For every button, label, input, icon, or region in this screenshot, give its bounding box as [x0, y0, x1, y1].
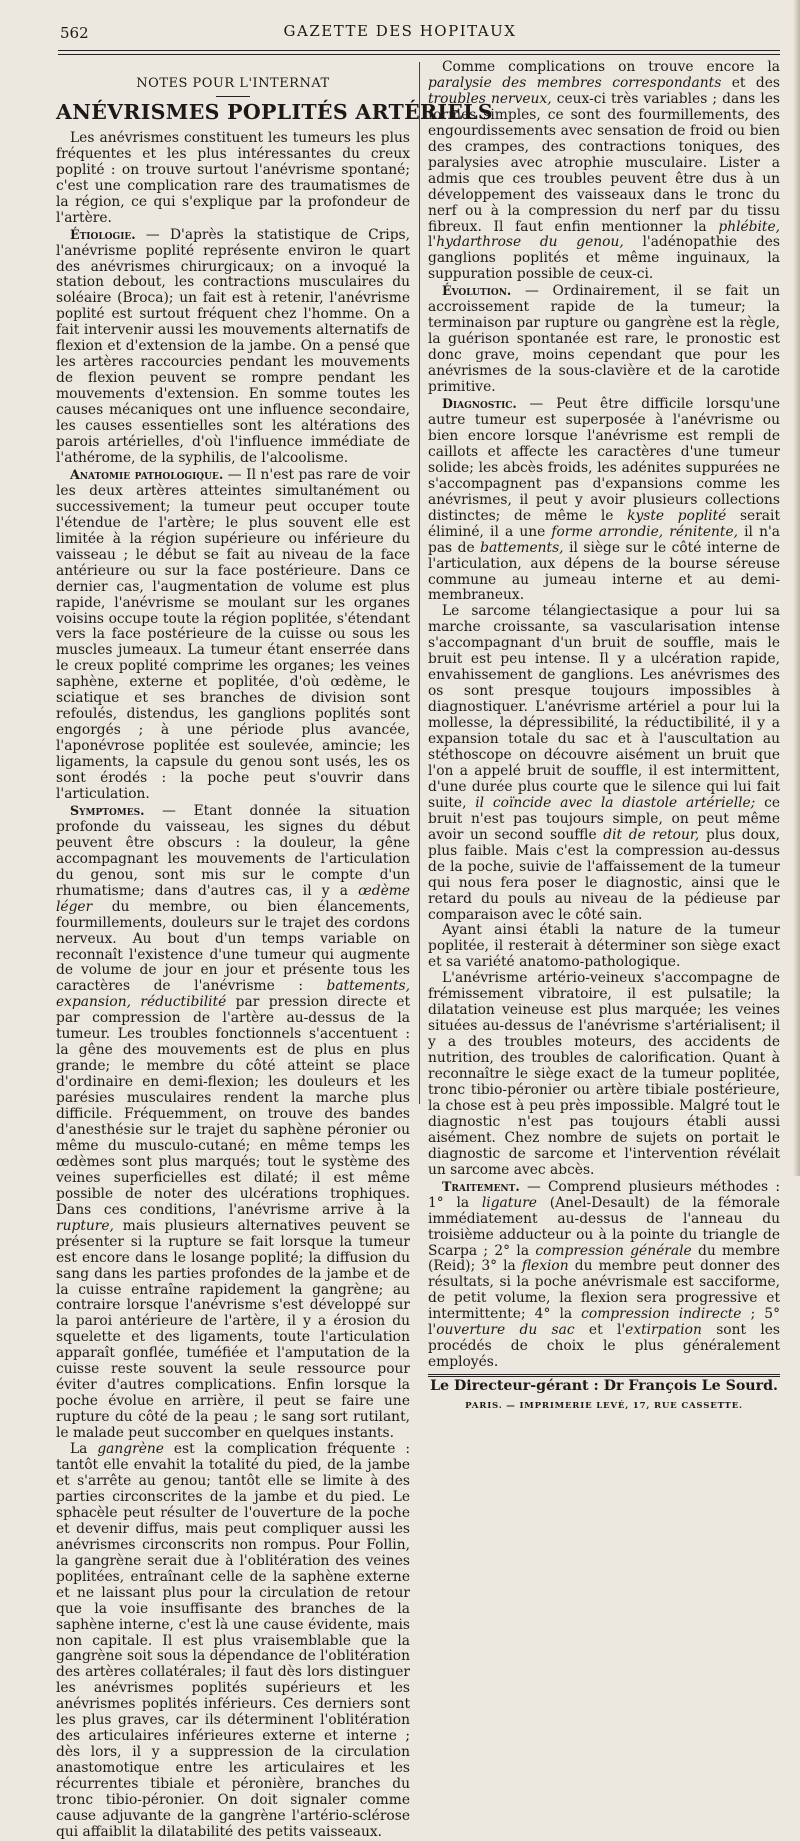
- symptomes-paragraph: Symptomes. — Etant donnée la situation profonde du vaisseau, les signes du début peuvent être obscurs : la douleur, la gêne accompagnant les mouvements de l'articulation du genou, sont mis sur le compte d'un rhumatisme; dans d'autres cas, il y a œdème léger du membre, ou bien élancements, fourmillements, douleurs sur le trajet des cordons nerveux. Au bout d'un temps variable on reconnaît l'existence d'une tumeur qui augmente de volume de jour en jour et présente tous les caractères de l'anévrisme : battements, expansion, réductibilité par pression directe et par compression de l'artère au-dessus de la tumeur. Les troubles fonctionnels s'accentuent : la gêne des mouvements est de plus en plus grande; le membre du côté atteint se place d'ordinaire en demi-flexion; les douleurs et les parésies musculaires rendent la marche plus difficile. Fréquemment, on trouve des bandes d'anesthésie sur le trajet du saphène péronier ou même du musculo-cutané; en même temps les œdèmes sont plus marqués; tout le système des veines superficielles est dilaté; il est même possible de noter des ulcérations trophiques. Dans ces conditions, l'anévrisme arrive à la rupture, mais plusieurs alternatives peuvent se présenter si la rupture se fait lorsque la tumeur est encore dans le losange poplité; la diffusion du sang dans les parties profondes de la jambe et de la cuisse entraîne rapidement la gangrène; au contraire lorsque l'anévrisme s'est développé sur la paroi antérieure de l'artère, il y a érosion du squelette et des ligaments, toute l'articulation apparaît gonflée, tuméfiée et l'amputation de la cuisse reste souvent la seule ressource pour éviter d'autres complications. Enfin lorsque la poche évolue en arrière, il peut se faire une rupture du côté de la peau ; le sang sort rutilant, le malade peut succomber en quelques instants.: [56, 802, 410, 1442]
- symptomes-italic-2: battements, expansion, réductibilité: [56, 978, 410, 1011]
- title-rule: [216, 96, 250, 97]
- diagnostic-heading: Diagnostic.: [442, 396, 517, 412]
- anatomie-paragraph: Anatomie pathologique. — Il n'est pas rare de voir les deux artères atteintes simultanément ou successivement; la tumeur peut occuper toute l'étendue de l'artère; le plus souvent elle est limitée à la région supérieure ou inférieure du vaisseau ; le début se fait au niveau de la face antérieure ou sur la face postérieure. Dans ce dernier cas, l'augmentation de volume est plus rapide, l'anévrisme se moulant sur les organes voisins occupe toute la région poplitée, s'étendant vers la face postérieure de la cuisse ou sous les muscles jumeaux. La tumeur étant enserrée dans le creux poplité comprime les organes; les veines saphène, externe et poplitée, d'où œdème, le sciatique et ses branches de division sont refoulés, distendus, les ganglions poplités sont engorgés ; à une période plus avancée, l'aponévrose poplitée est soulevée, amincie; les ligaments, la capsule du genou sont usés, les os sont érodés : la poche peut s'ouvrir dans l'articulation.: [56, 466, 410, 802]
- complications-text-4: l': [428, 234, 437, 251]
- symptomes-heading: Symptomes.: [70, 802, 145, 818]
- traitement-text-7: sont les procédés de choix le plus généralement employés.: [428, 1322, 781, 1371]
- etiologie-heading: Étiologie.: [70, 226, 136, 242]
- complications-italic-1: paralysie des membres correspondants: [428, 74, 722, 91]
- etiologie-text: D'après la statistique de Crips, l'anévrisme poplité représente environ le quart des anévrismes chirurgicaux; on a invoqué la station debout, les contractions musculaires du soléaire (Broca); un fait est à retenir, l'anévrisme poplité est surtout fréquent chez l'homme. On a fait intervenir aussi les mouvements alternatifs de flexion et d'extension de la jambe. On a pensé que les artères raccourcies pendant les mouvements de flexion peuvent se rompre pendant les mouvements d'extension. En somme toutes les causes mécaniques ont une influence secondaire, les causes essentielles sont les altérations des parois artérielles, d'où l'influence immédiate de l'athérome, de la syphilis, de l'alcoolisme.: [56, 226, 410, 466]
- complications-text-2: et des: [721, 74, 780, 91]
- complications-italic-3: phlébite,: [718, 218, 780, 235]
- gangrene-paragraph: [56, 1442, 410, 1841]
- diagnostic-text-1: Peut être difficile lorsqu'une autre tumeur est superposée à l'anévrisme ou bien encore lorsque l'anévrisme est rempli de caillots et affecte les caractères d'une tumeur solide; les abcès froids, les adénites suppurées ne s'accompagnent pas d'expansions comme les anévrismes, il peut y avoir plusieurs collections distinctes; de même le: [428, 396, 780, 524]
- footer-rule-2: [428, 1376, 780, 1377]
- arterio-veineux-paragraph: L'anévrisme artério-veineux s'accompagne de frémissement vibratoire, il est pulsatile; la dilatation veineuse est plus marquée; les veines situées au-dessus de l'anévrisme s'artérialisent; il y a des troubles moteurs, des accidents de nutrition, des troubles de calorification. Quant à reconnaître le siège exact de la tumeur poplitée, tronc tibio-péronier ou artère tibiale postérieure, la chose est à peu près impossible. Malgré tout le diagnostic n'est pas toujours établi aussi aisément. Chez nombre de sujets on portait le diagnostic de sarcome et l'intervention révélait un sarcome avec abcès.: [428, 970, 780, 1178]
- running-head: GAZETTE DES HOPITAUX: [283, 22, 517, 40]
- page-number: 562: [60, 24, 89, 42]
- etiologie-paragraph: Étiologie. — D'après la statistique de Crips, l'anévrisme poplité représente environ le quart des anévrismes chirurgicaux; on a invoqué la station debout, les contractions musculaires du soléaire (Broca); un fait est à retenir, l'anévrisme poplité est surtout fréquent chez l'homme. On a fait intervenir aussi les mouvements alternatifs de flexion et d'extension de la jambe. On a pensé que les artères raccourcies pendant les mouvements de flexion peuvent se rompre pendant les mouvements d'extension. En somme toutes les causes mécaniques ont une influence secondaire, les causes essentielles sont les altérations des parois artérielles, d'où l'influence immédiate de l'athérome, de la syphilis, de l'alcoolisme.: [56, 226, 410, 466]
- header-rule-2: [58, 54, 780, 55]
- column-divider: [419, 62, 420, 1104]
- traitement-text-6: et l': [574, 1322, 626, 1339]
- evolution-text: Ordinairement, il se fait un accroissement rapide de la tumeur; la terminaison par rupture ou gangrène est la règle, la guérison spontanée est rare, le pronostic est donc grave, moins cependant que pour les anévrismes de la sous-clavière et de la carotide primitive.: [428, 283, 780, 396]
- traitement-text-3: du membre (Reid); 3° la: [428, 1242, 780, 1275]
- traitement-text-4: du membre peut donner des résultats, si la poche anévrismale est sacciforme, de petit volume, la flexion sera progressive et intermittente; 4° la: [428, 1258, 780, 1323]
- siege-paragraph: Ayant ainsi établi la nature de la tumeur poplitée, il resterait à déterminer son siège exact et sa variété anatomo-pathologique.: [428, 922, 780, 971]
- gangrene-text-1: La: [70, 1441, 98, 1458]
- traitement-text-5: ; 5° l': [428, 1306, 780, 1339]
- gangrene-text-2: est la complication fréquente : tantôt elle envahit la totalité du pied, de la jambe et s'arrête au genou; tantôt elle se limite à des parties circonscrites de la jambe et du pied. Le sphacèle peut résulter de l'ouverture de la poche et devenir diffus, mais peut compliquer aussi les anévrismes circonscrits non rompus. Pour Follin, la gangrène serait due à l'oblitération des veines poplitées, entraînant celle de la saphène externe et ne laissant plus pour la circulation de retour que la voie insuffisante des branches de la saphène interne, c'est là une cause évidente, mais non capitale. Il est plus vraisemblable que la gangrène soit sous la dépendance de l'oblitération des artères collatérales; il faut dès lors distinguer les anévrismes poplités supérieurs et les anévrismes poplités inférieurs. Ces derniers sont les plus graves, car ils déterminent l'oblitération des articulaires inférieures externe et interne ; dès lors, il y a suppression de la circulation anastomotique entre les articulaires et les récurrentes tibiale et péronière, branches du tronc tibio-péronier. On doit signaler comme cause adjuvante de la gangrène l'artério-sclérose qui affaiblit la dilatabilité des petits vaisseaux.: [56, 1441, 410, 1840]
- section-label: NOTES POUR L'INTERNAT: [136, 76, 330, 91]
- complications-text-1: Comme complications on trouve encore la: [442, 59, 780, 75]
- complications-text-3: ceux-ci très variables ; dans les formes simples, ce sont des fourmillements, des engourdissements avec sensation de froid ou bien des crampes, des contractions toniques, des paralysies avec atrophie musculaire. Lister a admis que ces troubles peuvent être dus à un développement des vaisseaux dans le tronc du nerf ou à la compression du nerf par du tissu fibreux. Il faut enfin mentionner la: [428, 90, 781, 235]
- footer-rule: [428, 1374, 780, 1375]
- traitement-italic-5: ouverture du sac: [436, 1322, 575, 1339]
- header-rule: [58, 50, 780, 51]
- complications-paragraph: [428, 60, 780, 283]
- complications-text-5: l'adénopathie des ganglions poplités et même inguinaux, la suppuration possible de ceux-ci.: [428, 234, 780, 283]
- diagnostic-italic-1: kyste poplité: [627, 507, 727, 524]
- anatomie-heading: Anatomie pathologique.: [70, 466, 224, 482]
- symptomes-text-1: Etant donnée la situation profonde du vaisseau, les signes du début peuvent être obscurs : la douleur, la gêne accompagnant les mouvements de l'articulation du genou, sont mis sur le compte d'un rhumatisme; dans d'autres cas, il y a: [56, 802, 410, 899]
- traitement-paragraph: Traitement. — Comprend plusieurs méthodes : 1° la ligature (Anel-Desault) de la fémorale immédiatement au-dessus de l'anneau du troisième adducteur ou à la pointe du triangle de Scarpa ; 2° la compression générale du membre (Reid); 3° la flexion du membre peut donner des résultats, si la poche anévrismale est sacciforme, de petit volume, la flexion sera progressive et intermittente; 4° la compression indirecte ; 5° l'ouverture du sac et l'extirpation sont les procédés de choix le plus généralement employés.: [428, 1178, 781, 1371]
- complications-italic-4: hydarthrose du genou,: [436, 234, 624, 251]
- diagnostic-text-4: il siège sur le côté interne de l'articulation, aux dépens de la bourse séreuse commune au jumeau interne et au demi-membraneux.: [428, 539, 780, 604]
- page-edge-shadow: [793, 0, 800, 1176]
- sarcome-text-2: ce bruit n'est pas toujours simple, on peut même avoir un second souffle: [428, 794, 781, 843]
- sarcome-italic-2: dit de retour,: [603, 826, 700, 843]
- traitement-text-2: (Anel-Desault) de la fémorale immédiatement au-dessus de l'anneau du troisième adducteur ou à la pointe du triangle de Scarpa ; 2° la: [428, 1194, 780, 1259]
- traitement-italic-4: compression indirecte: [581, 1306, 742, 1323]
- sarcome-italic-1: il coïncide avec la diastole artérielle;: [475, 794, 756, 811]
- sarcome-text-3: plus doux, plus faible. Mais c'est la compression au-dessus de la poche, suivie de l'affaissement de la tumeur qui nous fera poser le diagnostic, ainsi que le retard du pouls au niveau de la pédieuse par comparaison avec le côté sain.: [428, 826, 780, 923]
- symptomes-text-4: mais plusieurs alternatives peuvent se présenter si la rupture se fait lorsque la tumeur est encore dans le losange poplité; la diffusion du sang dans les parties profondes de la jambe et de la cuisse entraîne rapidement la gangrène; au contraire lorsque l'anévrisme s'est développé sur la paroi antérieure de l'artère, il y a érosion du squelette et des ligaments, toute l'articulation apparaît gonflée, tuméfiée et l'amputation de la cuisse reste souvent la seule ressource pour éviter d'autres complications. Enfin lorsque la poche évolue en arrière, il peut se faire une rupture du côté de la peau ; le sang sort rutilant, le malade peut succomber en quelques instants.: [56, 1217, 410, 1442]
- traitement-italic-2: compression générale: [535, 1242, 692, 1259]
- traitement-text-1: Comprend plusieurs méthodes : 1° la: [428, 1178, 780, 1211]
- symptomes-text-3: par pression directe et par compression de l'artère au-dessus de la tumeur. Les troubles fonctionnels s'accentuent : la gêne des mouvements est de plus en plus grande; le membre du côté atteint se place d'ordinaire en demi-flexion; les douleurs et les parésies musculaires rendent la marche plus difficile. Fréquemment, on trouve des bandes d'anesthésie sur le trajet du saphène péronier ou même du musculo-cutané; en même temps les œdèmes sont plus marqués; tout le système des veines superficielles est dilaté; il est même possible de noter des ulcérations trophiques. Dans ces conditions, l'anévrisme arrive à la: [56, 994, 410, 1218]
- diagnostic-text-2: serait éliminé, il a une: [428, 507, 780, 540]
- traitement-italic-3: flexion: [521, 1258, 569, 1275]
- sarcome-text-1: Le sarcome télangiectasique a pour lui sa marche croissante, sa vascularisation intense s'accompagnant d'un bruit de souffle, mais le bruit est peu intense. Il y a ulcération rapide, envahissement de ganglions. Les anévrismes des os sont presque toujours impossibles à diagnostiquer. L'anévrisme artériel a pour lui la mollesse, la dépressibilité, la réductibilité, il y a expansion totale du sac et à l'auscultation au stéthoscope on découvre aisément un bruit que l'on a appelé bruit de souffle, il est intermittent, d'une durée plus courte que le silence qui lui fait suite,: [428, 603, 780, 811]
- director-line: Le Directeur-gérant : Dr François Le Sourd.: [430, 1378, 778, 1395]
- sarcome-paragraph: [428, 604, 780, 923]
- right-column: [428, 60, 780, 1415]
- symptomes-italic-3: rupture,: [56, 1217, 114, 1234]
- imprint-line: PARIS. — IMPRIMERIE LEVÉ, 17, RUE CASSETTE.: [465, 1401, 743, 1412]
- evolution-paragraph: Évolution. — Ordinairement, il se fait un accroissement rapide de la tumeur; la terminaison par rupture ou gangrène est la règle, la guérison spontanée est rare, le pronostic est donc grave, moins cependant que pour les anévrismes de la sous-clavière et de la carotide primitive.: [428, 283, 780, 396]
- traitement-italic-6: extirpation: [625, 1322, 702, 1339]
- traitement-heading: Traitement.: [442, 1178, 520, 1194]
- symptomes-text-2: du membre, ou bien élancements, fourmillements, douleurs sur le trajet des cordons nerveux. Au bout d'un temps variable on reconnaît l'existence d'une tumeur qui augmente de volume de jour en jour et présente tous les caractères de l'anévrisme :: [56, 898, 410, 995]
- article-title: ANÉVRISMES POPLITÉS ARTÉRIELS: [56, 99, 494, 124]
- traitement-italic-1: ligature: [481, 1194, 537, 1211]
- anatomie-text: Il n'est pas rare de voir les deux artères atteintes simultanément ou successivement; la tumeur peut occuper toute l'étendue de l'artère; le plus souvent elle est limitée à la région supérieure ou inférieure du vaisseau ; le début se fait au niveau de la face antérieure ou sur la face postérieure. Dans ce dernier cas, l'augmentation de volume est plus rapide, l'anévrisme se moulant sur les organes voisins occupe toute la région poplitée, s'étendant vers la face postérieure de la cuisse ou sous les muscles jumeaux. La tumeur étant enserrée dans le creux poplité comprime les organes; les veines saphène, externe et poplitée, d'où œdème, le sciatique et ses branches de division sont refoulés, distendus, les ganglions poplités sont engorgés ; à une période plus avancée, l'aponévrose poplitée est soulevée, amincie; les ligaments, la capsule du genou sont usés, les os sont érodés : la poche peut s'ouvrir dans l'articulation.: [56, 466, 410, 802]
- diagnostic-text-3: il n'a pas de: [428, 523, 780, 556]
- complications-italic-2: troubles nerveux,: [428, 90, 552, 107]
- intro-paragraph: Les anévrismes constituent les tumeurs les plus fréquentes et les plus intéressantes du creux poplité : on trouve surtout l'anévrisme spontané; c'est une complication rare des traumatismes de la région, ce qui s'explique par la profondeur de l'artère.: [56, 129, 410, 226]
- diagnostic-italic-3: battements,: [480, 539, 564, 556]
- diagnostic-italic-2: forme arrondie, rénitente,: [551, 523, 739, 540]
- gangrene-italic: gangrène: [97, 1441, 164, 1458]
- symptomes-italic-1: œdème léger: [56, 882, 410, 915]
- diagnostic-paragraph: Diagnostic. — Peut être difficile lorsqu'une autre tumeur est superposée à l'anévrisme ou bien encore lorsque l'anévrisme est rempli de caillots et affecte les caractères d'une tumeur solide; les abcès froids, les adénites suppurées ne s'accompagnent pas d'expansions comme les anévrismes, il peut y avoir plusieurs collections distinctes; de même le kyste poplité serait éliminé, il a une forme arrondie, rénitente, il n'a pas de battements, il siège sur le côté interne de l'articulation, aux dépens de la bourse séreuse commune au jumeau interne et au demi-membraneux.: [428, 396, 780, 604]
- evolution-heading: Évolution.: [442, 283, 512, 299]
